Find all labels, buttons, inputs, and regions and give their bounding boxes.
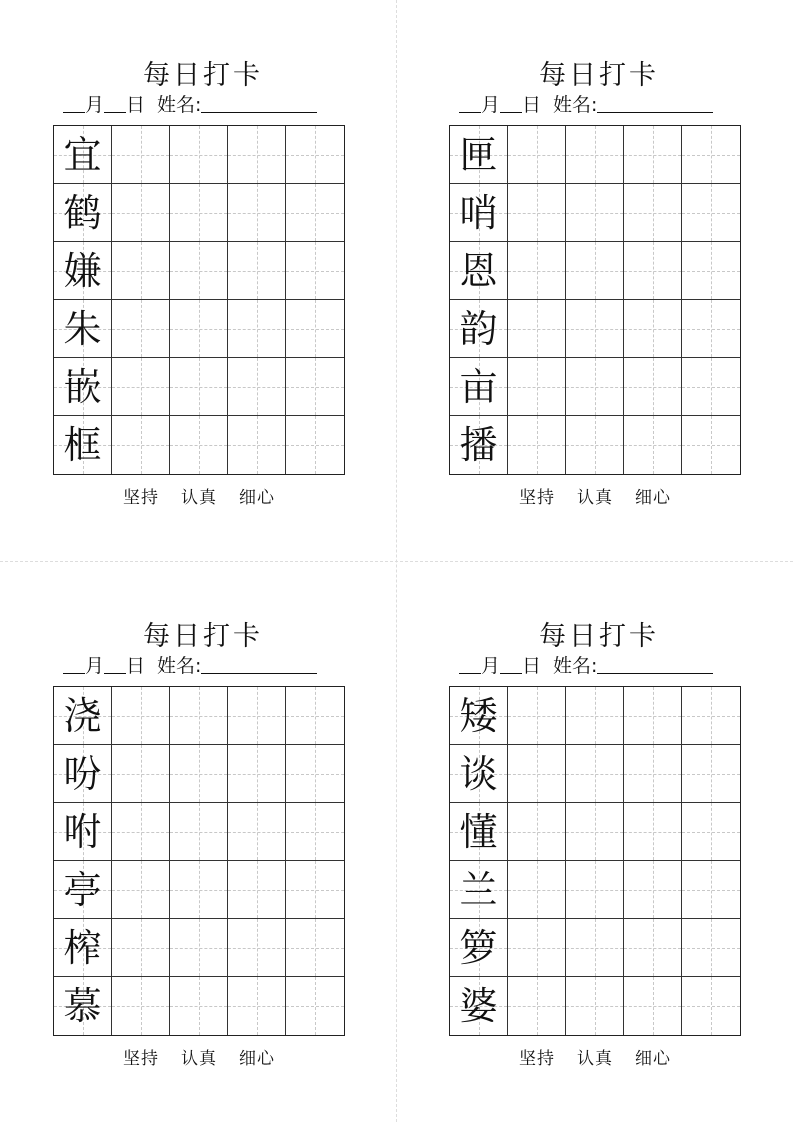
practice-cell[interactable] [682,687,740,745]
model-character: 浇 [63,693,102,738]
practice-cell[interactable] [682,300,740,358]
practice-cell[interactable] [682,184,740,242]
model-character-cell [54,745,112,803]
practice-cell[interactable] [566,803,624,861]
practice-cell[interactable] [566,126,624,184]
practice-card-1 [53,58,353,528]
practice-cell[interactable] [228,861,286,919]
model-character: 谈 [459,751,498,796]
practice-cell[interactable] [170,184,228,242]
name-blank[interactable] [597,655,713,674]
practice-cell[interactable] [170,358,228,416]
practice-cell[interactable] [228,242,286,300]
practice-cell[interactable] [566,184,624,242]
practice-cell[interactable] [682,977,740,1035]
model-character: 亭 [63,867,102,912]
practice-card-3 [53,619,353,1089]
practice-cell[interactable] [566,416,624,474]
practice-cell[interactable] [112,745,170,803]
practice-cell[interactable] [624,184,682,242]
card-title: 每日打卡 [539,621,659,652]
practice-cell[interactable] [508,184,566,242]
model-character: 矮 [459,693,498,738]
practice-cell[interactable] [286,803,344,861]
day-blank[interactable] [500,655,522,674]
practice-cell[interactable] [286,300,344,358]
model-character-cell [450,687,508,745]
writing-grid [53,125,345,475]
practice-cell[interactable] [508,358,566,416]
motto-word: 认真 [577,1049,613,1069]
name-blank[interactable] [201,94,317,113]
day-label: 日 [522,94,542,116]
model-character-cell [54,919,112,977]
practice-cell[interactable] [566,745,624,803]
model-character: 咐 [63,809,102,854]
model-character-cell [54,861,112,919]
model-character-cell [450,416,508,474]
name-blank[interactable] [597,94,713,113]
motto-word: 认真 [181,1049,217,1069]
model-character-cell [450,919,508,977]
practice-cell[interactable] [682,358,740,416]
writing-grid [449,686,741,1036]
practice-cell[interactable] [228,416,286,474]
motto-word: 细心 [239,1049,275,1069]
practice-cell[interactable] [170,919,228,977]
model-character-cell [450,803,508,861]
practice-cell[interactable] [566,861,624,919]
practice-cell[interactable] [508,977,566,1035]
writing-grid [449,125,741,475]
motto-word: 细心 [635,488,671,508]
model-character: 嵌 [63,364,102,409]
practice-cell[interactable] [682,745,740,803]
practice-cell[interactable] [112,977,170,1035]
practice-cell[interactable] [228,687,286,745]
practice-cell[interactable] [228,358,286,416]
motto-word: 认真 [577,488,613,508]
practice-cell[interactable] [170,687,228,745]
practice-cell[interactable] [566,300,624,358]
practice-cell[interactable] [566,358,624,416]
practice-card-2 [449,58,749,528]
practice-cell[interactable] [286,358,344,416]
practice-cell[interactable] [112,300,170,358]
month-label: 月 [481,655,501,677]
practice-cell[interactable] [112,126,170,184]
model-character: 播 [459,423,498,467]
model-character-cell [450,977,508,1035]
model-character: 宜 [63,132,102,177]
motto-word: 细心 [239,488,275,508]
practice-cell[interactable] [624,242,682,300]
practice-cell[interactable] [682,803,740,861]
motto-word: 坚持 [519,1049,555,1069]
day-blank[interactable] [104,94,126,113]
practice-cell[interactable] [170,977,228,1035]
practice-cell[interactable] [566,687,624,745]
model-character-cell [450,358,508,416]
practice-cell[interactable] [682,416,740,474]
practice-cell[interactable] [508,861,566,919]
practice-cell[interactable] [508,416,566,474]
practice-cell[interactable] [682,126,740,184]
practice-cell[interactable] [228,126,286,184]
date-name-line [459,92,751,118]
model-character: 哨 [459,190,498,235]
date-name-line [63,92,355,118]
practice-cell[interactable] [170,416,228,474]
practice-cell[interactable] [286,687,344,745]
model-character-cell [450,184,508,242]
practice-cell[interactable] [228,919,286,977]
practice-cell[interactable] [624,358,682,416]
practice-cell[interactable] [566,242,624,300]
practice-card-4 [449,619,749,1089]
model-character: 榨 [63,925,102,970]
model-character-cell [450,300,508,358]
practice-cell[interactable] [112,919,170,977]
model-character-cell [54,416,112,474]
practice-cell[interactable] [286,919,344,977]
name-blank[interactable] [201,655,317,674]
name-label: 姓名: [553,94,598,116]
model-character-cell [450,745,508,803]
practice-cell[interactable] [112,803,170,861]
name-label: 姓名: [157,655,202,677]
practice-cell[interactable] [286,184,344,242]
motto-word: 认真 [181,488,217,508]
model-character: 兰 [459,867,498,912]
name-label: 姓名: [157,94,202,116]
horizontal-cut-line [0,561,793,562]
practice-cell[interactable] [286,861,344,919]
practice-cell[interactable] [682,861,740,919]
month-label: 月 [481,94,501,116]
practice-cell[interactable] [682,242,740,300]
date-name-line [63,653,355,679]
practice-cell[interactable] [624,687,682,745]
model-character: 鹤 [63,190,102,235]
practice-cell[interactable] [170,745,228,803]
model-character: 懂 [459,809,498,854]
model-character: 婆 [459,984,498,1028]
practice-cell[interactable] [286,977,344,1035]
model-character-cell [54,126,112,184]
card-title: 每日打卡 [143,60,263,91]
name-label: 姓名: [553,655,598,677]
card-title: 每日打卡 [539,60,659,91]
model-character-cell [54,977,112,1035]
practice-cell[interactable] [112,687,170,745]
practice-cell[interactable] [508,300,566,358]
model-character: 框 [63,423,102,467]
practice-cell[interactable] [170,242,228,300]
day-label: 日 [126,94,146,116]
model-character: 亩 [459,364,498,409]
practice-cell[interactable] [286,242,344,300]
model-character: 韵 [459,306,498,351]
month-label: 月 [85,94,105,116]
motto-footer [449,1044,741,1069]
model-character: 朱 [63,306,102,351]
writing-grid [53,686,345,1036]
month-label: 月 [85,655,105,677]
motto-footer [53,1044,345,1069]
model-character-cell [54,242,112,300]
motto-footer [53,483,345,508]
practice-cell[interactable] [286,416,344,474]
practice-cell[interactable] [228,745,286,803]
motto-word: 坚持 [123,1049,159,1069]
month-blank[interactable] [459,94,481,113]
model-character-cell [54,803,112,861]
model-character: 吩 [63,751,102,796]
practice-cell[interactable] [624,416,682,474]
motto-word: 坚持 [519,488,555,508]
model-character-cell [54,300,112,358]
model-character-cell [450,242,508,300]
card-title: 每日打卡 [143,621,263,652]
practice-cell[interactable] [228,184,286,242]
motto-footer [449,483,741,508]
practice-cell[interactable] [112,861,170,919]
model-character: 匣 [459,132,498,177]
practice-cell[interactable] [112,184,170,242]
month-blank[interactable] [63,94,85,113]
motto-word: 坚持 [123,488,159,508]
model-character: 慕 [63,984,102,1028]
practice-cell[interactable] [682,919,740,977]
practice-cell[interactable] [112,416,170,474]
practice-cell[interactable] [508,919,566,977]
practice-cell[interactable] [508,687,566,745]
practice-cell[interactable] [566,919,624,977]
practice-cell[interactable] [624,803,682,861]
practice-cell[interactable] [228,300,286,358]
month-blank[interactable] [459,655,481,674]
date-name-line [459,653,751,679]
month-blank[interactable] [63,655,85,674]
practice-cell[interactable] [508,242,566,300]
model-character: 恩 [459,248,498,293]
model-character-cell [450,861,508,919]
practice-cell[interactable] [624,977,682,1035]
practice-cell[interactable] [170,861,228,919]
practice-cell[interactable] [112,242,170,300]
practice-cell[interactable] [508,803,566,861]
practice-cell[interactable] [170,300,228,358]
practice-cell[interactable] [624,919,682,977]
model-character-cell [54,184,112,242]
day-blank[interactable] [500,94,522,113]
practice-cell[interactable] [170,126,228,184]
model-character-cell [54,358,112,416]
day-label: 日 [126,655,146,677]
model-character-cell [450,126,508,184]
day-label: 日 [522,655,542,677]
model-character: 嫌 [63,248,102,293]
model-character-cell [54,687,112,745]
practice-cell[interactable] [624,300,682,358]
practice-cell[interactable] [228,977,286,1035]
practice-cell[interactable] [508,745,566,803]
practice-cell[interactable] [566,977,624,1035]
practice-cell[interactable] [286,745,344,803]
practice-cell[interactable] [228,803,286,861]
practice-cell[interactable] [508,126,566,184]
model-character: 箩 [459,925,498,970]
practice-cell[interactable] [112,358,170,416]
practice-cell[interactable] [624,745,682,803]
practice-cell[interactable] [624,126,682,184]
practice-cell[interactable] [624,861,682,919]
practice-cell[interactable] [170,803,228,861]
day-blank[interactable] [104,655,126,674]
motto-word: 细心 [635,1049,671,1069]
practice-cell[interactable] [286,126,344,184]
